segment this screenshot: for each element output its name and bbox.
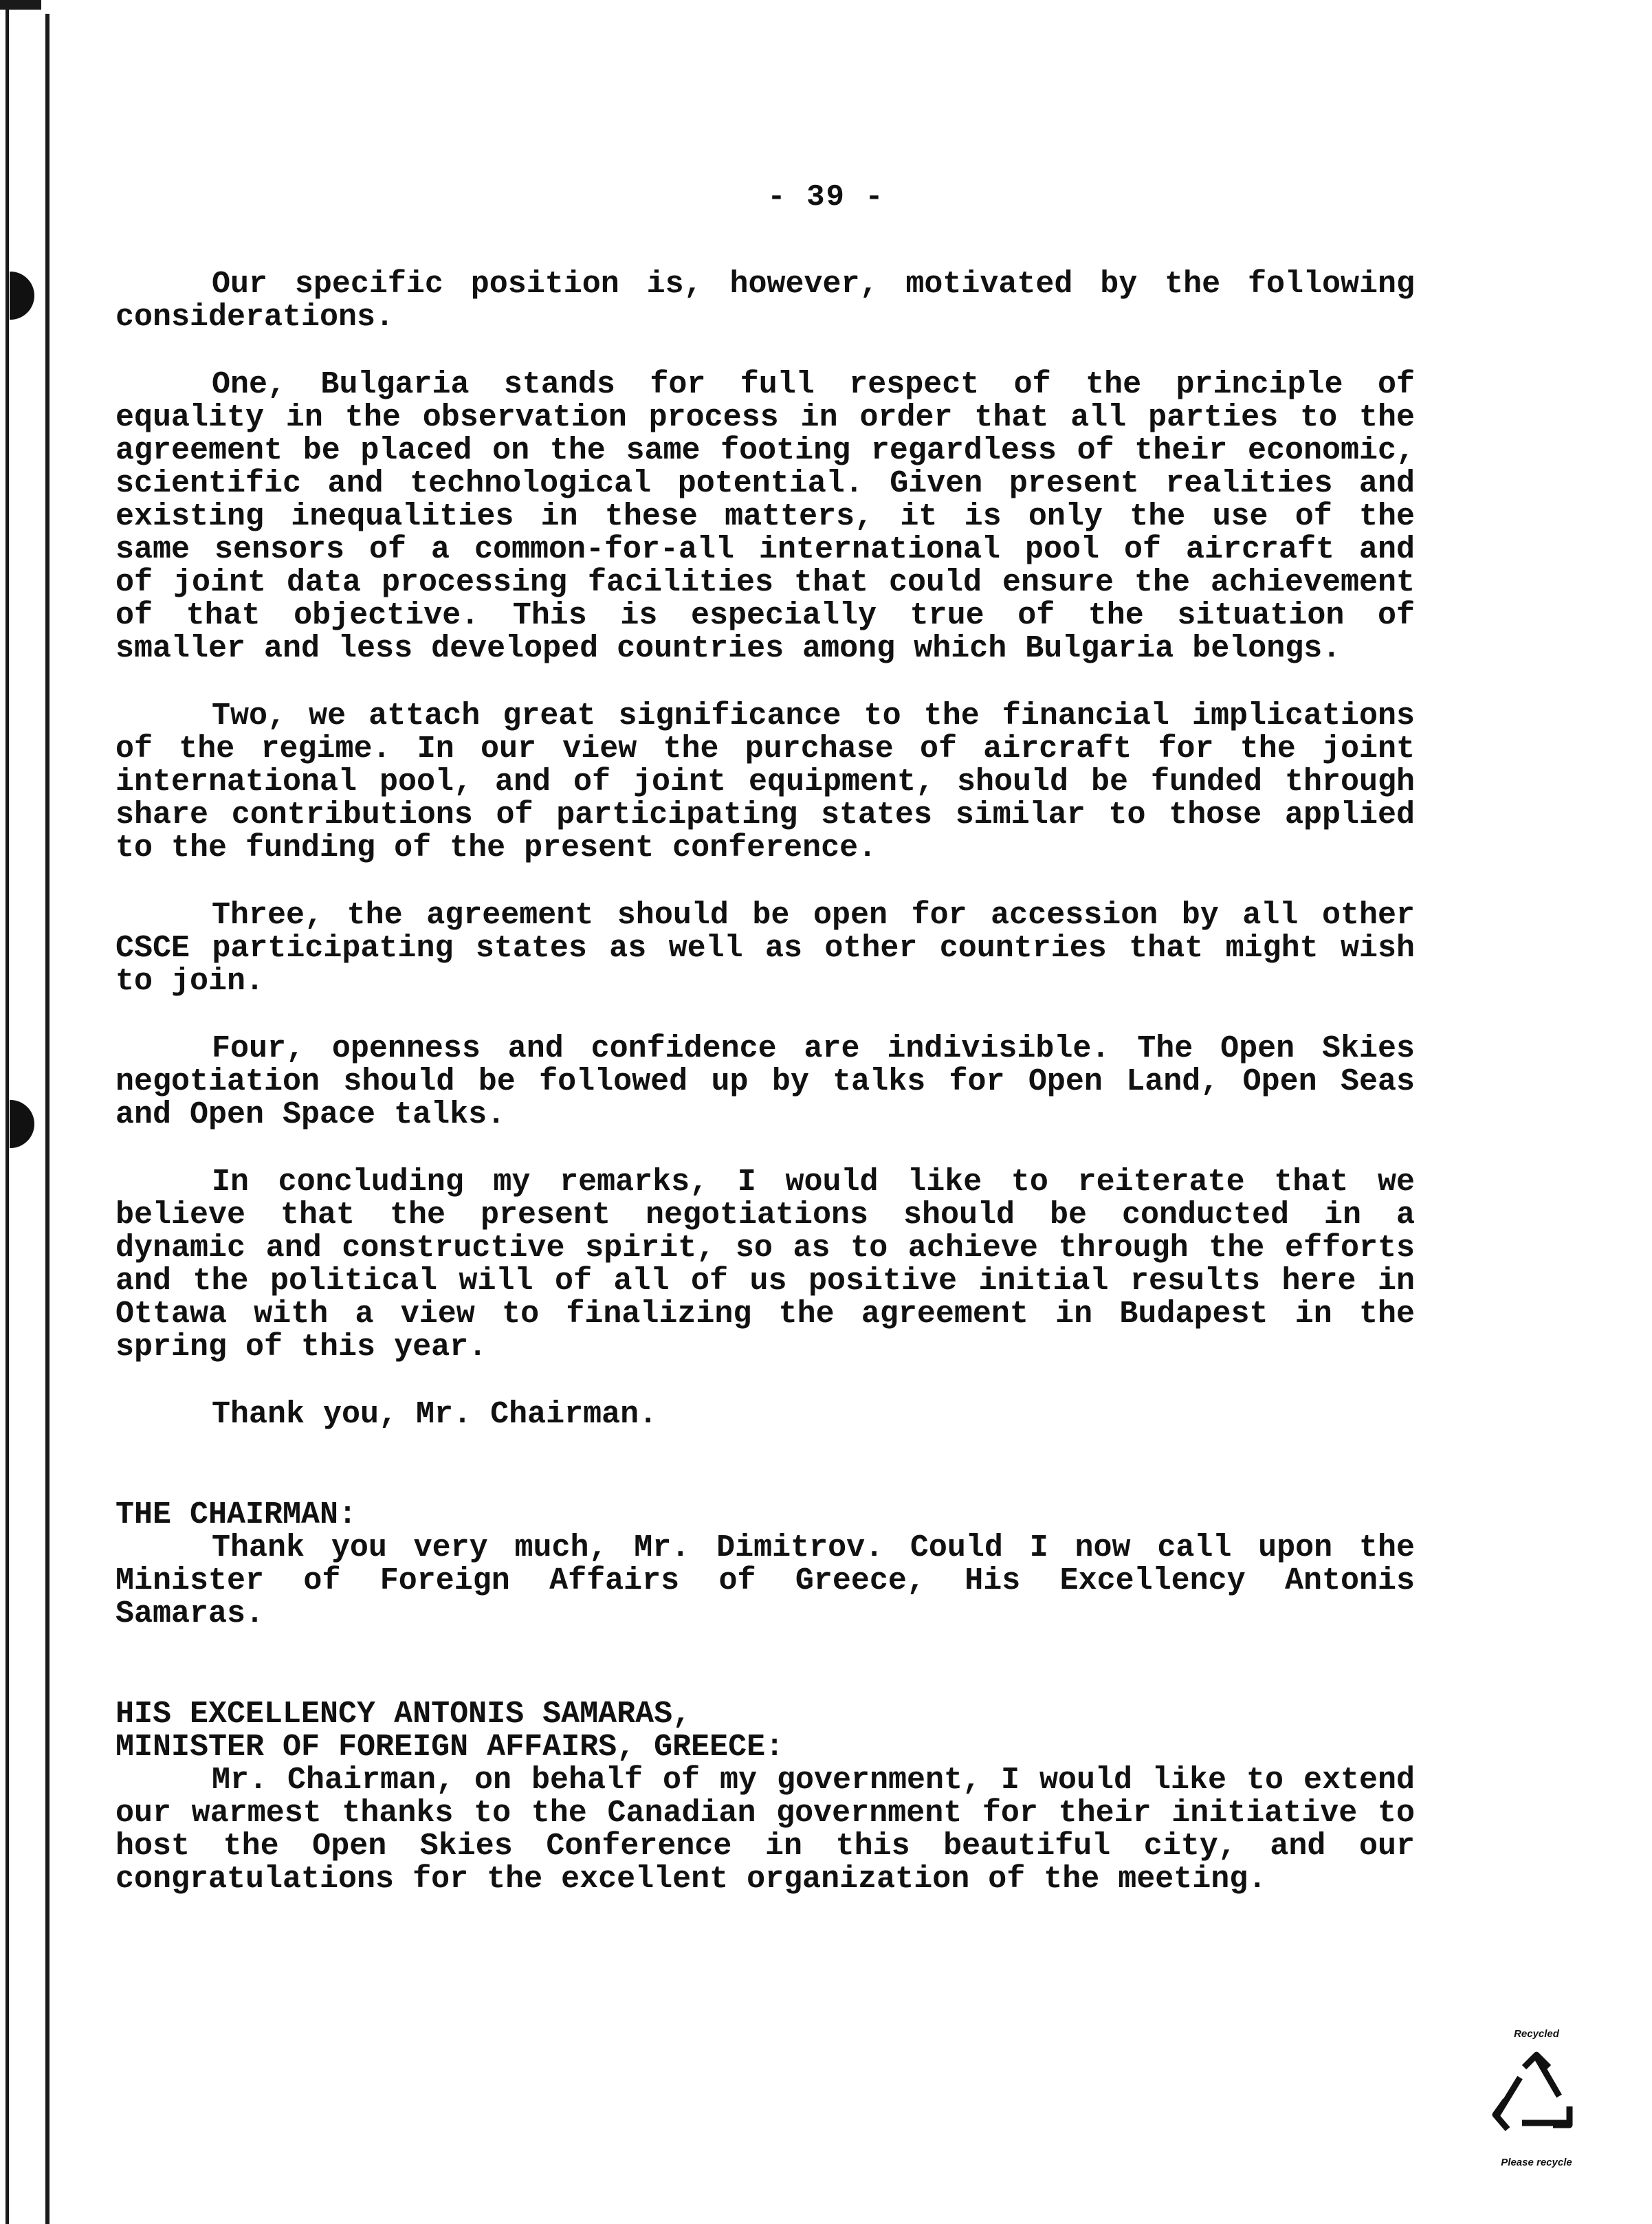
speaker-samaras-name: HIS EXCELLENCY ANTONIS SAMARAS, xyxy=(115,1697,692,1732)
samaras-remarks: Mr. Chairman, on behalf of my government, I would like to extend our warmest thanks to the Canadian government for their initiative to host the Open Skies Conference in this beautiful city, and our congratulations for the excellent organization of the meeting. xyxy=(115,1763,1415,1897)
binder-edge-inner xyxy=(45,14,49,2224)
chairman-remarks: Thank you very much, Mr. Dimitrov. Could I now call upon the Minister of Foreign Affairs of Greece, His Excellency Antonis Samaras. xyxy=(115,1530,1415,1631)
paragraph-point-two: Two, we attach great significance to the financial implications of the regime. In our view the purchase of aircraft for the joint international pool, and of joint equipment, should be funded through share contributions of participating states similar to those applied to the funding of the present conference. xyxy=(115,698,1415,866)
paragraph-concluding: In concluding my remarks, I would like to reiterate that we believe that the present negotiations should be conducted in a dynamic and constructive spirit, so as to achieve through the efforts and the political will of all of us positive initial results here in Ottawa with a view to finalizing the agreement in Budapest in the spring of this year. xyxy=(115,1165,1415,1365)
paragraph-thanks: Thank you, Mr. Chairman. xyxy=(212,1397,658,1432)
paragraph-point-one: One, Bulgaria stands for full respect of the principle of equality in the observation process in order that all parties to the agreement be placed on the same footing regardless of their economic, scientific and technological potential. Given present realities and existing inequalities in these matters, it is only the use of the same sensors of a common-for-all international pool of aircraft and of joint data processing facilities that could ensure the achievement of that objective. This is especially true of the situation of smaller and less developed countries among which Bulgaria belongs. xyxy=(115,367,1415,666)
paragraph-point-three: Three, the agreement should be open for accession by all other CSCE participating states as well as other countries that might wish to join. xyxy=(115,898,1415,999)
recycle-icon xyxy=(1485,2047,1588,2150)
paragraph-considerations: Our specific position is, however, motivated by the following considerations. xyxy=(115,267,1415,335)
speaker-samaras-title: MINISTER OF FOREIGN AFFAIRS, GREECE: xyxy=(115,1730,784,1765)
speaker-chairman: THE CHAIRMAN: xyxy=(115,1497,357,1532)
paragraph-point-four: Four, openness and confidence are indivisible. The Open Skies negotiation should be followed up by talks for Open Land, Open Seas and Open Space talks. xyxy=(115,1031,1415,1132)
recycle-logo xyxy=(1475,2028,1598,2214)
page-number: - 39 - xyxy=(767,180,885,214)
recycle-logo-top-text: Recycled xyxy=(1514,2028,1559,2040)
binder-edge-outer xyxy=(5,0,9,2224)
top-edge xyxy=(0,0,41,10)
document-body xyxy=(115,268,1415,1930)
punch-hole-top xyxy=(10,272,34,320)
punch-hole-middle xyxy=(10,1100,34,1148)
recycle-logo-bottom-text: Please recycle xyxy=(1501,2157,1572,2168)
